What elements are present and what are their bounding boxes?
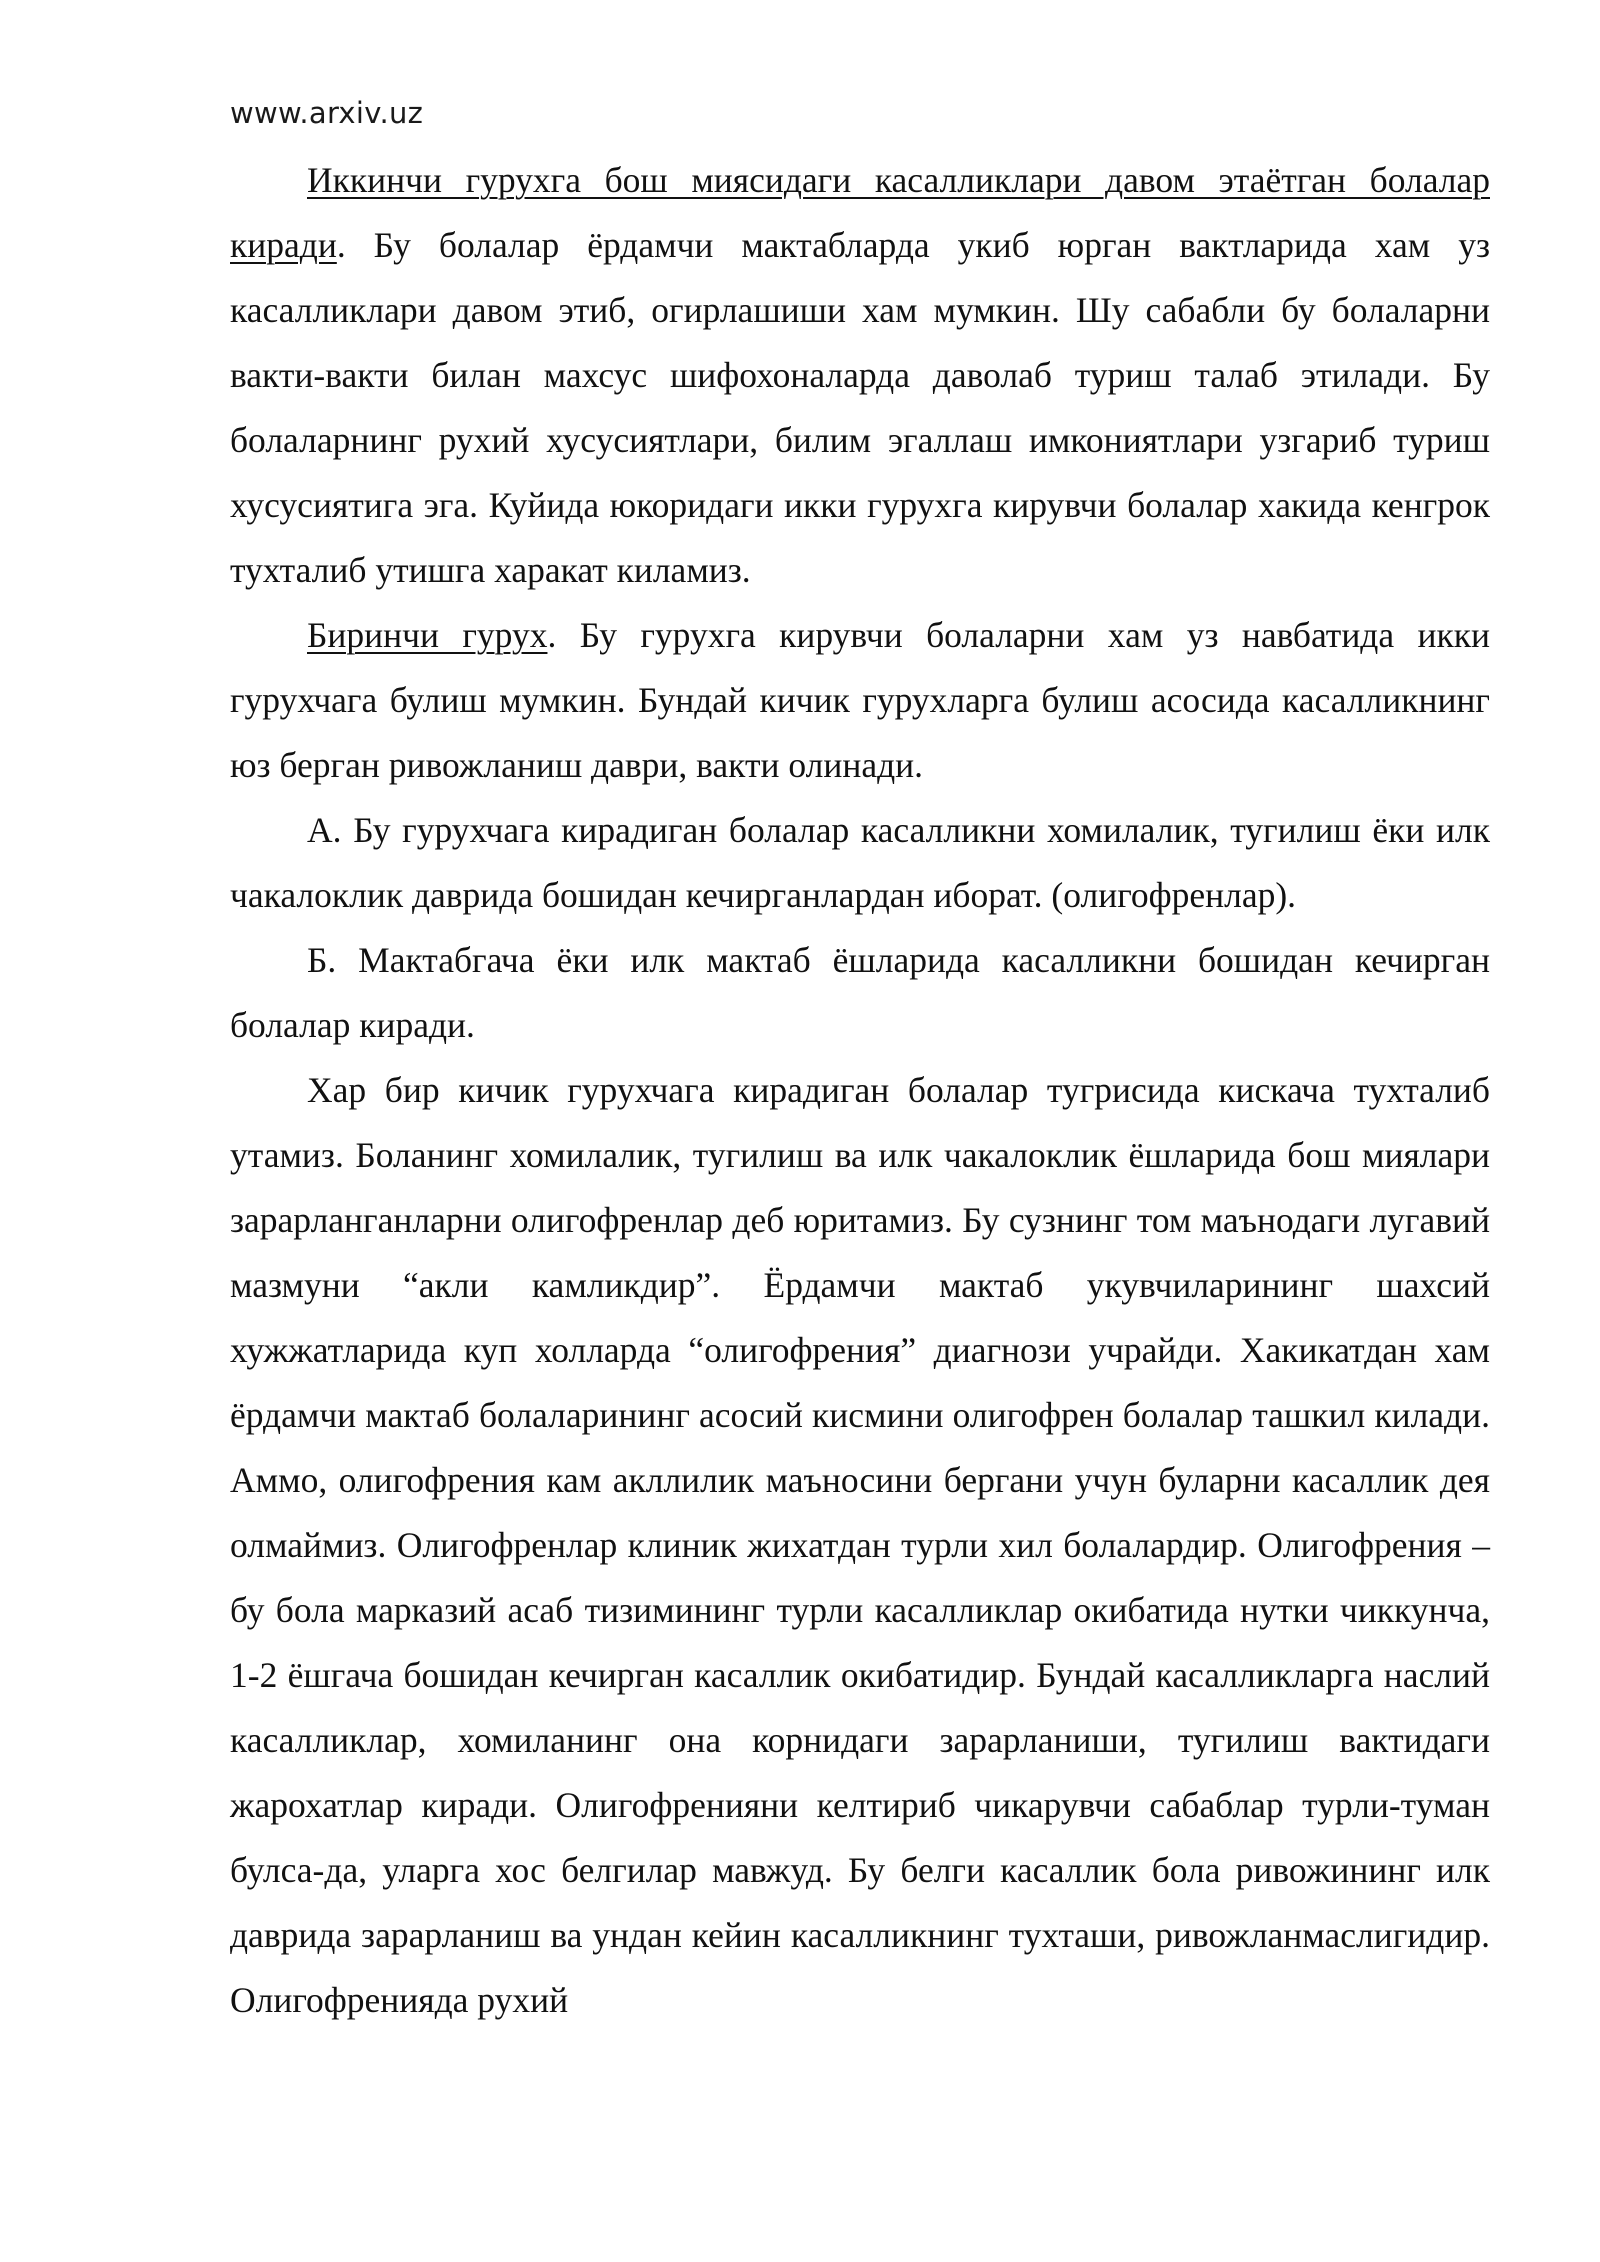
underlined-lead-heading: Иккинчи гурухга бош миясидаги касалликлари давом этаётган болалар киради bbox=[230, 160, 1490, 265]
paragraph-oligophrenia bbox=[230, 1058, 1490, 2033]
paragraph-text: . Бу гурухга кирувчи болаларни хам уз навбатида икки гурухчага булиш мумкин. Бундай кичик гурухларга булиш асосида касалликнинг юз берган ривожланиш даври, вакти олинади. bbox=[230, 615, 1491, 785]
underlined-lead-heading: Биринчи гурух bbox=[307, 615, 548, 655]
paragraph-first-group bbox=[230, 603, 1490, 798]
paragraph-text: . Бу болалар ёрдамчи мактабларда укиб юрган вактларида хам уз касалликлари давом этиб, огирлашиши хам мумкин. Шу сабабли бу болаларни вакти-вакти билан махсус шифохоналарда даволаб туриш талаб этилади. Бу болаларнинг рухий хусусиятлари, билим эгаллаш имкониятлари узгариб туриш хусусиятига эга. Куйида юкоридаги икки гурухга кирувчи болалар хакида кенгрок тухталиб утишга харакат киламиз. bbox=[230, 225, 1490, 590]
paragraph-subgroup-b bbox=[230, 928, 1490, 1058]
paragraph-subgroup-a bbox=[230, 798, 1490, 928]
paragraph-text: А. Бу гурухчага кирадиган болалар касалликни хомилалик, тугилиш ёки илк чакалоклик даврида бошидан кечирганлардан иборат. (олигофренлар). bbox=[230, 810, 1490, 915]
paragraph-text: Б. Мактабгача ёки илк мактаб ёшларида касалликни бошидан кечирган болалар киради. bbox=[230, 940, 1490, 1045]
paragraph-text: Хар бир кичик гурухчага кирадиган болалар тугрисида кискача тухталиб утамиз. Боланинг хомилалик, тугилиш ва илк чакалоклик ёшларида бош миялари зарарланганларни олигофренлар деб юритамиз. Бу сузнинг том маънодаги лугавий мазмуни “акли камликдир”. Ёрдамчи мактаб укувчиларининг шахсий хужжатларида куп холларда “олигофрения” диагнози учрайди. Хакикатдан хам ёрдамчи мактаб болаларининг асосий кисмини олигофрен болалар ташкил килади. Аммо, олигофрения кам акллилик маъносини бергани учун буларни касаллик дея олмаймиз. Олигофренлар клиник жихатдан турли хил болалардир. Олигофрения – бу бола марказий асаб тизимининг турли касалликлар окибатида нутки чиккунча, 1-2 ёшгача бошидан кечирган касаллик окибатидир. Бундай касалликларга наслий касалликлар, хомиланинг она корнидаги зарарланиши, тугилиш вактидаги жарохатлар киради. Олигофренияни келтириб чикарувчи сабаблар турли-туман булса-да, уларга хос белгилар мавжуд. Бу белги касаллик бола ривожининг илк даврида зарарланиш ва ундан кейин касалликнинг тухташи, ривожланмаслигидир. Олигофренияда рухий bbox=[230, 1070, 1490, 2020]
document-body bbox=[230, 148, 1490, 2033]
site-url-header: www.arxiv.uz bbox=[230, 96, 424, 130]
paragraph-second-group bbox=[230, 148, 1490, 603]
